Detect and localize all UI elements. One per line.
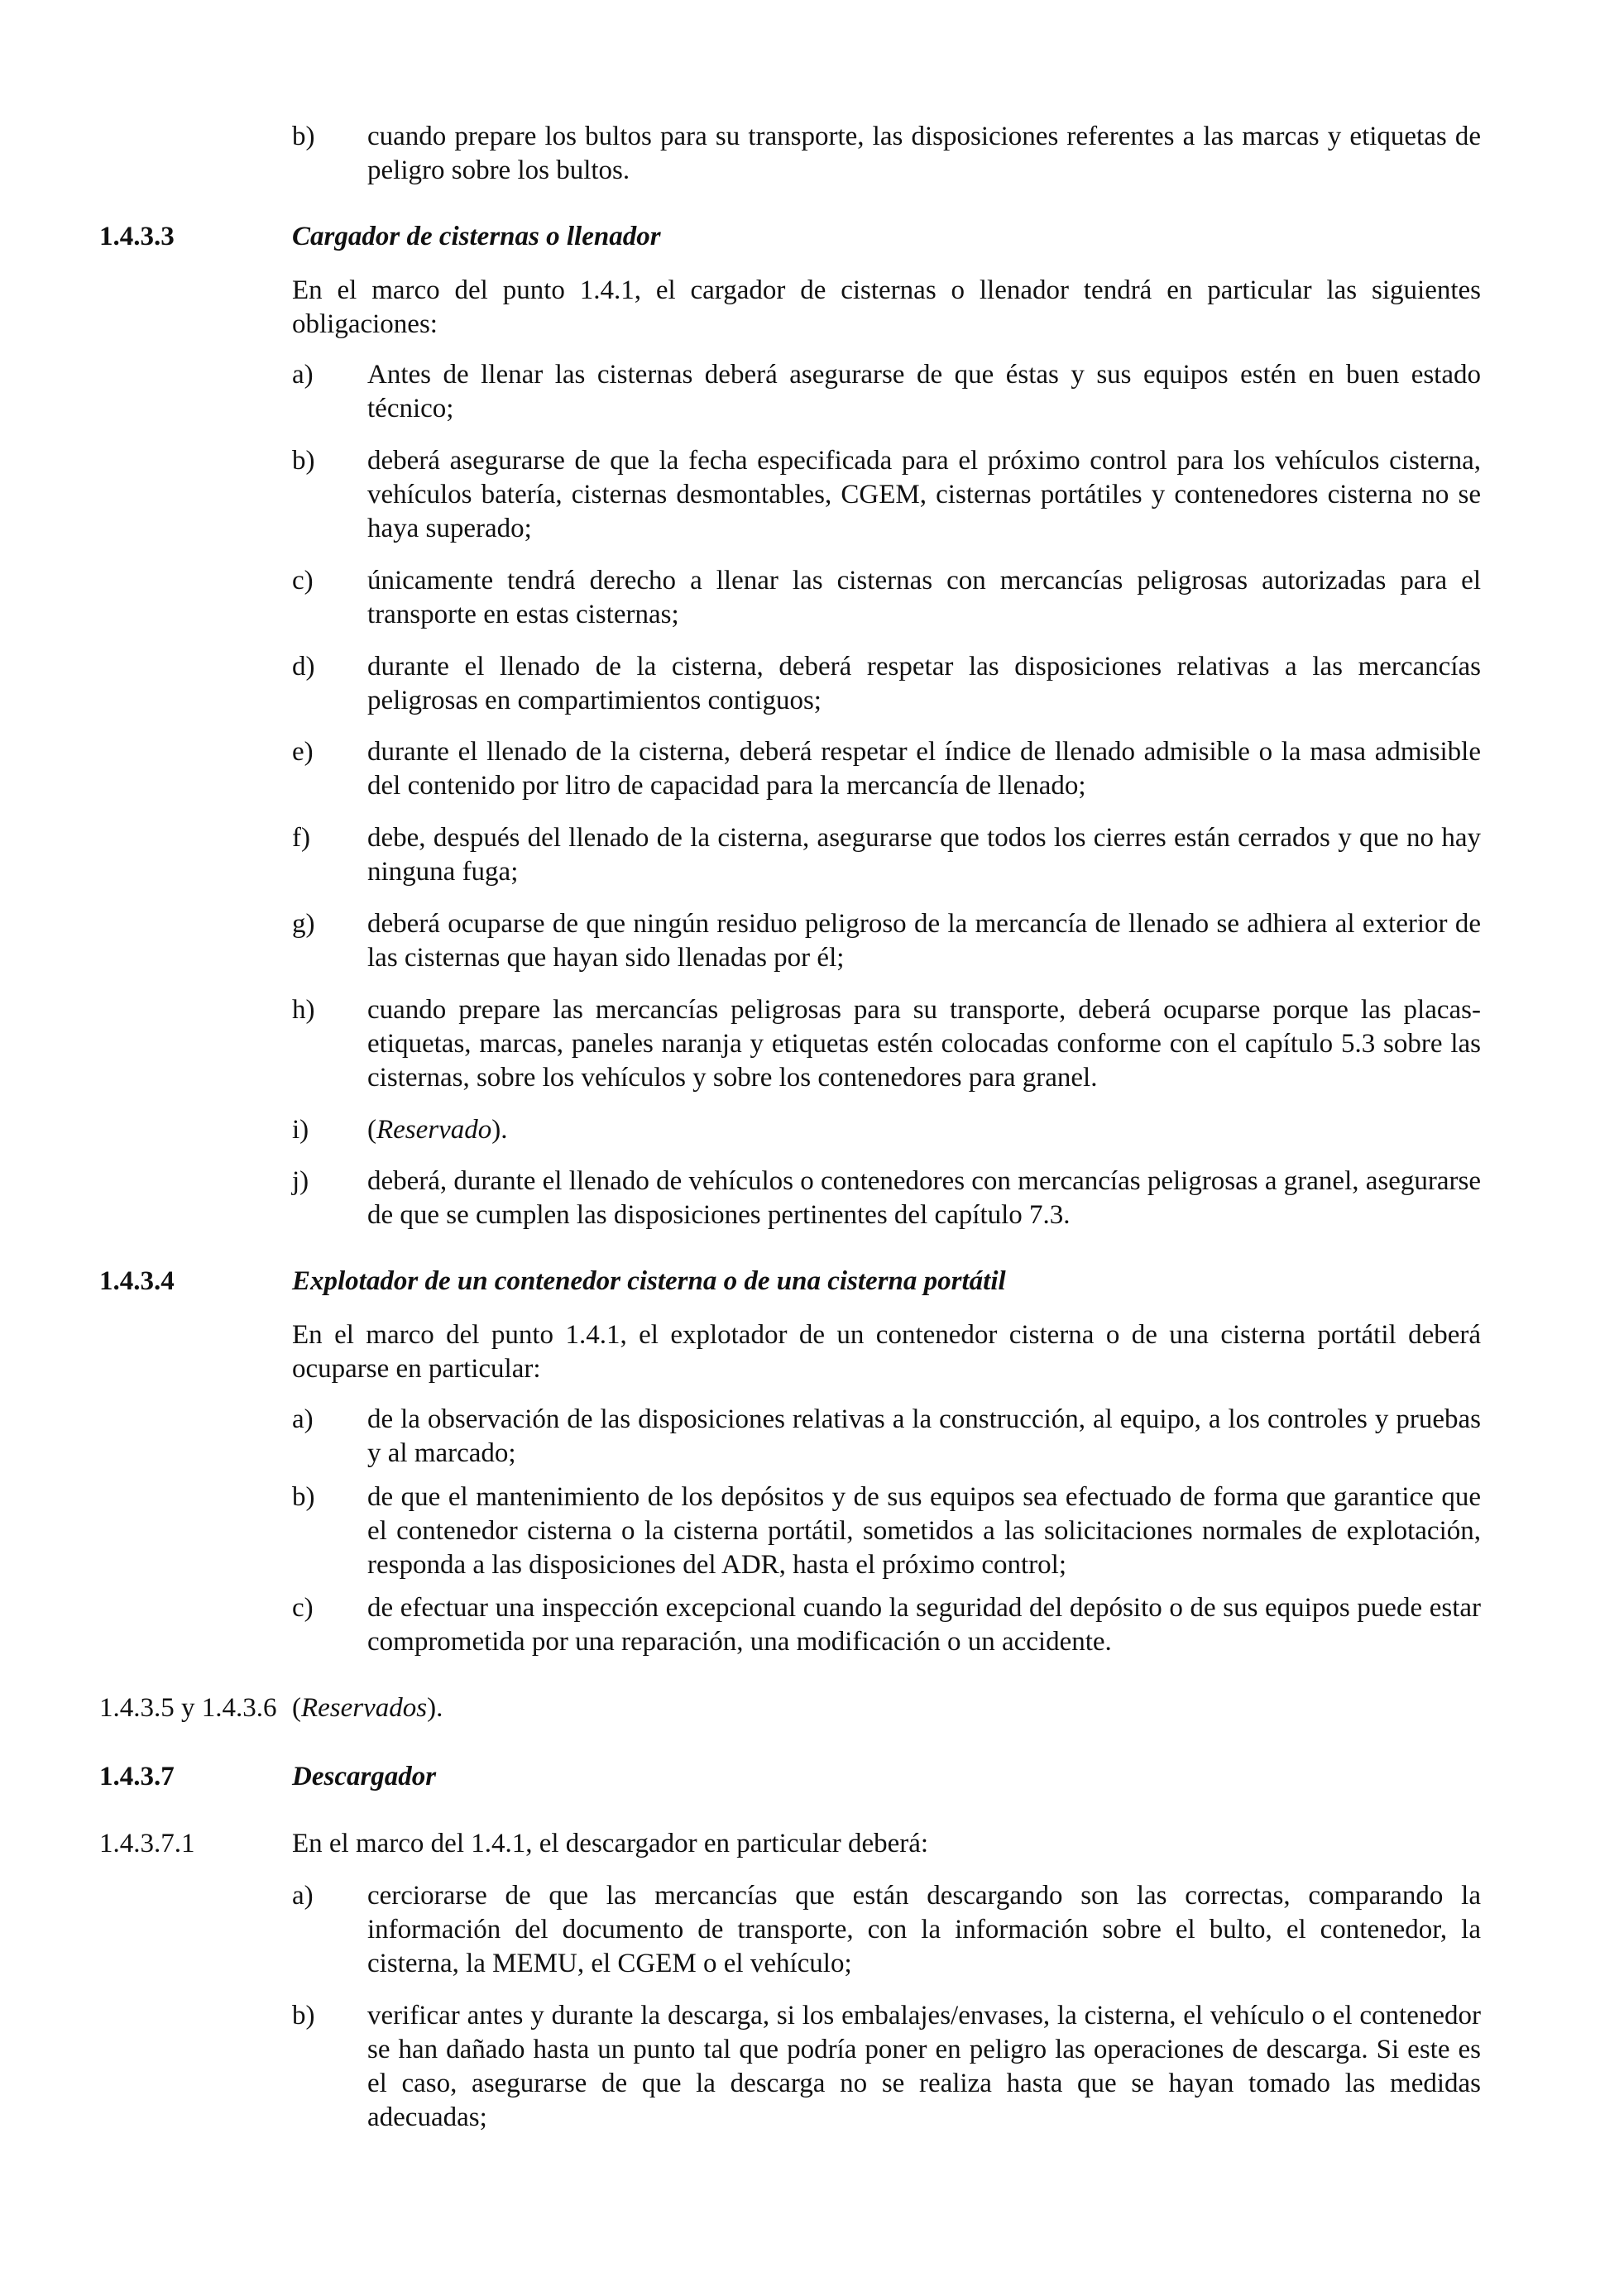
intro-text: En el marco del punto 1.4.1, el cargador de cisternas o llenador tendrá en particular las siguientes obligaciones:: [292, 275, 1481, 339]
section-number: 1.4.3.4: [99, 1266, 175, 1296]
item-text: únicamente tendrá derecho a llenar las cisternas con mercancías peligrosas autorizadas para el transporte en estas cisternas;: [367, 566, 1481, 629]
item-text: cuando prepare las mercancías peligrosas para su transporte, deberá ocuparse porque las placas-etiquetas, marcas, paneles naranja y etiquetas estén colocadas conforme con el capítulo 5.3 sobre las cisternas, sobre los vehículos y sobre los contenedores para granel.: [367, 995, 1481, 1093]
section-title: Descargador: [292, 1762, 437, 1791]
reserved-note: [292, 1691, 443, 1725]
item-text: de la observación de las disposiciones relativas a la construcción, al equipo, a los controles y pruebas y al marcado;: [367, 1404, 1481, 1468]
item-label: j): [292, 1166, 309, 1196]
item-text: Antes de llenar las cisternas deberá asegurarse de que éstas y sus equipos estén en buen estado técnico;: [367, 360, 1481, 423]
item-label: a): [292, 360, 314, 390]
item-label: c): [292, 1593, 314, 1623]
intro-text: En el marco del punto 1.4.1, el explotador de un contenedor cisterna o de una cisterna portátil deberá ocuparse en particular:: [292, 1320, 1481, 1384]
item-label: b): [292, 1482, 315, 1512]
section-number: 1.4.3.3: [99, 222, 175, 251]
item-label: b): [292, 122, 315, 151]
paren-open: (: [367, 1115, 376, 1145]
item-text: de efectuar una inspección excepcional cuando la seguridad del depósito o de sus equipos puede estar comprometida por una reparación, una modificación o un accidente.: [367, 1593, 1481, 1657]
item-label: b): [292, 446, 315, 476]
item-text: de que el mantenimiento de los depósitos y de sus equipos sea efectuado de forma que garantice que el contenedor cisterna o la cisterna portátil, sometidos a las solicitaciones normales de explotación, responda a las disposiciones del ADR, hasta el próximo control;: [367, 1482, 1481, 1580]
item-text: cuando prepare los bultos para su transporte, las disposiciones referentes a las marcas y etiquetas de peligro sobre los bultos.: [367, 122, 1481, 185]
reserved-text: Reservados: [301, 1693, 428, 1723]
item-label: a): [292, 1404, 314, 1434]
item-text: durante el llenado de la cisterna, deberá respetar las disposiciones relativas a las mercancías peligrosas en compartimientos contiguos;: [367, 652, 1481, 715]
item-label: g): [292, 909, 315, 939]
item-label: f): [292, 823, 310, 853]
item-text: [367, 1113, 1481, 1147]
subsection-number: 1.4.3.7.1: [99, 1829, 195, 1858]
item-text: verificar antes y durante la descarga, si los embalajes/envases, la cisterna, el vehículo o el contenedor se han dañado hasta un punto tal que podría poner en peligro las operaciones de descarga. Si este es el caso, asegurarse de que la descarga no se realiza hasta que se hayan tomado las medidas adecuadas;: [367, 2001, 1481, 2132]
item-text: cerciorarse de que las mercancías que están descargando son las correctas, comparando la información del documento de transporte, con la información sobre el bulto, el contenedor, la cisterna, la MEMU, el CGEM o el vehículo;: [367, 1881, 1481, 1978]
reserved-text: Reservado: [376, 1115, 492, 1145]
section-title: Explotador de un contenedor cisterna o de una cisterna portátil: [292, 1266, 1006, 1296]
item-label: a): [292, 1881, 314, 1911]
item-label: i): [292, 1115, 309, 1145]
item-text: durante el llenado de la cisterna, deberá respetar el índice de llenado admisible o la masa admisible del contenido por litro de capacidad para la mercancía de llenado;: [367, 737, 1481, 801]
item-label: c): [292, 566, 314, 596]
paren-close: ).: [427, 1693, 443, 1723]
subsection-intro: En el marco del 1.4.1, el descargador en particular deberá:: [292, 1829, 929, 1858]
section-number: 1.4.3.7: [99, 1762, 175, 1791]
paren-close: ).: [491, 1115, 508, 1145]
section-numbers: 1.4.3.5 y 1.4.3.6: [99, 1693, 277, 1723]
item-label: e): [292, 737, 314, 767]
item-text: deberá asegurarse de que la fecha especificada para el próximo control para los vehículos cisterna, vehículos batería, cisternas desmontables, CGEM, cisternas portátiles y contenedores cisterna no se haya superado;: [367, 446, 1481, 543]
item-label: d): [292, 652, 315, 682]
paren-open: (: [292, 1693, 301, 1723]
section-title: Cargador de cisternas o llenador: [292, 222, 661, 251]
item-label: b): [292, 2001, 315, 2031]
item-text: debe, después del llenado de la cisterna, asegurarse que todos los cierres están cerrados y que no hay ninguna fuga;: [367, 823, 1481, 887]
item-text: deberá, durante el llenado de vehículos o contenedores con mercancías peligrosas a granel, asegurarse de que se cumplen las disposiciones pertinentes del capítulo 7.3.: [367, 1166, 1481, 1230]
item-label: h): [292, 995, 315, 1025]
item-text: deberá ocuparse de que ningún residuo peligroso de la mercancía de llenado se adhiera al exterior de las cisternas que hayan sido llenadas por él;: [367, 909, 1481, 973]
